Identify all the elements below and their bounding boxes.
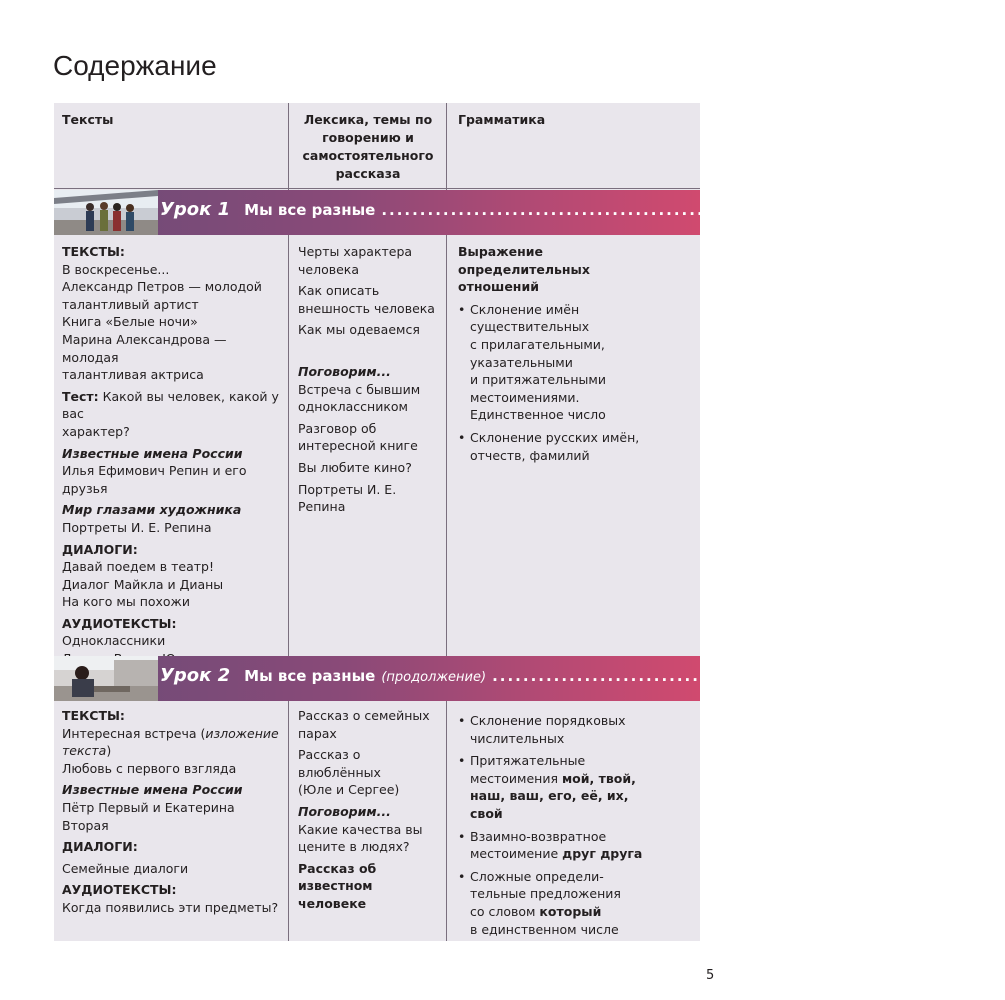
grammar-part: местоимения	[470, 770, 562, 786]
page-number: 5	[706, 968, 715, 983]
lexicon-item: одноклассником	[298, 399, 408, 415]
text-part: Интересная встреча (	[62, 725, 206, 741]
grammar-heading: Выражение	[458, 244, 544, 259]
grammar-part: со словом	[470, 903, 540, 919]
text-item	[62, 725, 284, 760]
grammar-line	[470, 845, 696, 863]
grammar-bullet	[458, 429, 696, 464]
lexicon-item: Рассказ о семейных	[298, 708, 430, 723]
grammar-line: местоимениями.	[470, 389, 580, 405]
header-lexicon: Лексика, темы по говорению и самостоятельного рассказа	[302, 112, 434, 181]
lesson-2-note: (продолжение)	[381, 670, 487, 685]
lesson-1-grammar	[458, 243, 696, 464]
dot-leader: ...............................................................	[492, 667, 978, 685]
lesson-2-lexicon	[298, 707, 444, 913]
grammar-bullet	[458, 752, 696, 822]
lexicon-item: цените в людях?	[298, 839, 410, 855]
lesson-1-lexicon	[298, 243, 444, 516]
text-item: Портреты И. Е. Репина	[62, 519, 212, 535]
lexicon-item: Черты характера	[298, 244, 413, 259]
grammar-line: • Склонение русских имён,	[470, 429, 640, 445]
lesson-2-title: Мы все разные	[244, 667, 376, 685]
text-item: Когда появились эти предметы?	[62, 899, 279, 915]
test-item-cont: характер?	[62, 423, 130, 439]
lesson-2-page: 32	[983, 666, 1005, 685]
text-item: На кого мы похожи	[62, 594, 190, 610]
lexicon-item: Портреты И. Е. Репина	[298, 481, 397, 515]
test-item	[62, 388, 284, 423]
grammar-line: тельные предложения	[470, 886, 621, 902]
grammar-line: в единственном числе	[470, 921, 619, 937]
text-item: Илья Ефимович Репин и его друзья	[62, 463, 247, 496]
grammar-line: • Взаимно-возвратное	[470, 828, 607, 844]
grammar-line	[470, 903, 696, 921]
heading-audio: АУДИОТЕКСТЫ:	[62, 882, 177, 898]
text-item: Любовь с первого взгляда	[62, 760, 237, 776]
lexicon-item: Как мы одеваемся	[298, 322, 420, 338]
lexicon-item: интересной книге	[298, 438, 418, 454]
test-label: Тест:	[62, 388, 99, 404]
lesson-1-title-row	[160, 199, 895, 225]
lesson-1-page: 10	[872, 200, 895, 219]
grammar-line: наш, ваш, его, её, их,	[470, 788, 629, 804]
lexicon-item: Встреча с бывшим	[298, 381, 421, 397]
heading-dialogs: ДИАЛОГИ:	[62, 541, 138, 557]
lesson-2-texts	[62, 707, 284, 917]
grammar-line: отчеств, фамилий	[470, 447, 590, 463]
grammar-line: • Склонение порядковых	[470, 713, 626, 728]
header-texts: Тексты	[62, 112, 114, 127]
test-text: Какой вы человек, какой у вас	[62, 388, 279, 422]
lexicon-story-heading: Рассказ об	[298, 860, 377, 876]
lexicon-item: человека	[298, 261, 359, 277]
lexicon-item: Какие качества вы	[298, 821, 423, 837]
text-item: Одноклассники	[62, 633, 166, 649]
grammar-part: который	[539, 903, 602, 919]
heading-dialogs: ДИАЛОГИ:	[62, 839, 138, 855]
heading-texts: ТЕКСТЫ:	[62, 708, 125, 723]
lesson-2-title-row	[160, 665, 1005, 691]
grammar-line: и притяжательными	[470, 372, 606, 388]
grammar-part: местоимение	[470, 846, 563, 862]
text-item: талантливый артист	[62, 296, 199, 312]
lexicon-item: Вы любите кино?	[298, 459, 412, 475]
text-part: изложение текста	[62, 725, 279, 759]
lexicon-story-heading: известном человеке	[298, 878, 373, 911]
grammar-part: мой, твой,	[561, 770, 636, 786]
lexicon-item: парах	[298, 725, 337, 741]
grammar-bullet	[458, 301, 696, 424]
contents-table	[54, 103, 1005, 941]
grammar-line: существительных	[470, 319, 590, 335]
heading-famous-names: Известные имена России	[62, 445, 243, 461]
heading-lets-talk: Поговорим...	[298, 363, 391, 379]
text-item: Книга «Белые ночи»	[62, 314, 198, 330]
text-item: Пётр Первый и Екатерина Вторая	[62, 799, 235, 833]
lesson-1-photo	[54, 190, 158, 235]
text-item: В воскресенье...	[62, 261, 170, 277]
heading-lets-talk: Поговорим...	[298, 803, 391, 819]
grammar-line: указательными	[470, 354, 573, 370]
grammar-line: свой	[470, 805, 503, 821]
header-divider	[54, 188, 700, 189]
grammar-line: числительных	[470, 730, 565, 746]
heading-audio: АУДИОТЕКСТЫ:	[62, 615, 177, 631]
grammar-part: друг друга	[562, 846, 643, 862]
grammar-line	[470, 770, 696, 788]
grammar-line: • Склонение имён	[470, 301, 580, 317]
lexicon-item: Разговор об	[298, 420, 377, 436]
grammar-heading: определительных	[458, 261, 590, 277]
text-item: Давай поедем в театр!	[62, 559, 214, 575]
heading-artist-world: Мир глазами художника	[62, 502, 242, 518]
grammar-line: Единственное число	[470, 407, 606, 423]
grammar-bullet	[458, 712, 696, 747]
heading-texts: ТЕКСТЫ:	[62, 244, 125, 259]
grammar-line: • Сложные определи-	[470, 868, 604, 884]
text-item: Диалог Майкла и Дианы	[62, 576, 224, 592]
text-item: Семейные диалоги	[62, 860, 189, 876]
lexicon-item: Рассказ о влюблённых	[298, 747, 381, 780]
lesson-2-band[interactable]	[54, 656, 1005, 701]
page-title: Содержание	[53, 50, 217, 81]
text-part: )	[106, 743, 112, 759]
text-item: Александр Петров — молодой	[62, 279, 262, 295]
header-grammar: Грамматика	[458, 112, 546, 127]
grammar-line: с прилагательными,	[470, 336, 605, 352]
grammar-bullet	[458, 828, 696, 863]
heading-famous-names: Известные имена России	[62, 782, 243, 798]
lesson-1-title: Мы все разные	[244, 201, 376, 219]
grammar-bullet	[458, 868, 696, 938]
lexicon-item: внешность человека	[298, 300, 435, 316]
grammar-line: • Притяжательные	[470, 753, 586, 769]
lesson-1-texts	[62, 243, 284, 685]
text-item: талантливая актриса	[62, 367, 204, 383]
lesson-2-label: Урок 2	[160, 665, 231, 686]
lesson-1-band[interactable]	[54, 190, 895, 235]
lexicon-item: Как описать	[298, 283, 380, 299]
lesson-2-grammar	[458, 707, 696, 938]
text-item: Марина Александрова — молодая	[62, 331, 227, 365]
dot-leader: ...............................................................	[381, 201, 867, 219]
grammar-heading: отношений	[458, 279, 539, 295]
lesson-1-label: Урок 1	[160, 199, 231, 220]
lexicon-item: (Юле и Сергее)	[298, 782, 400, 798]
lesson-2-photo	[54, 656, 158, 701]
